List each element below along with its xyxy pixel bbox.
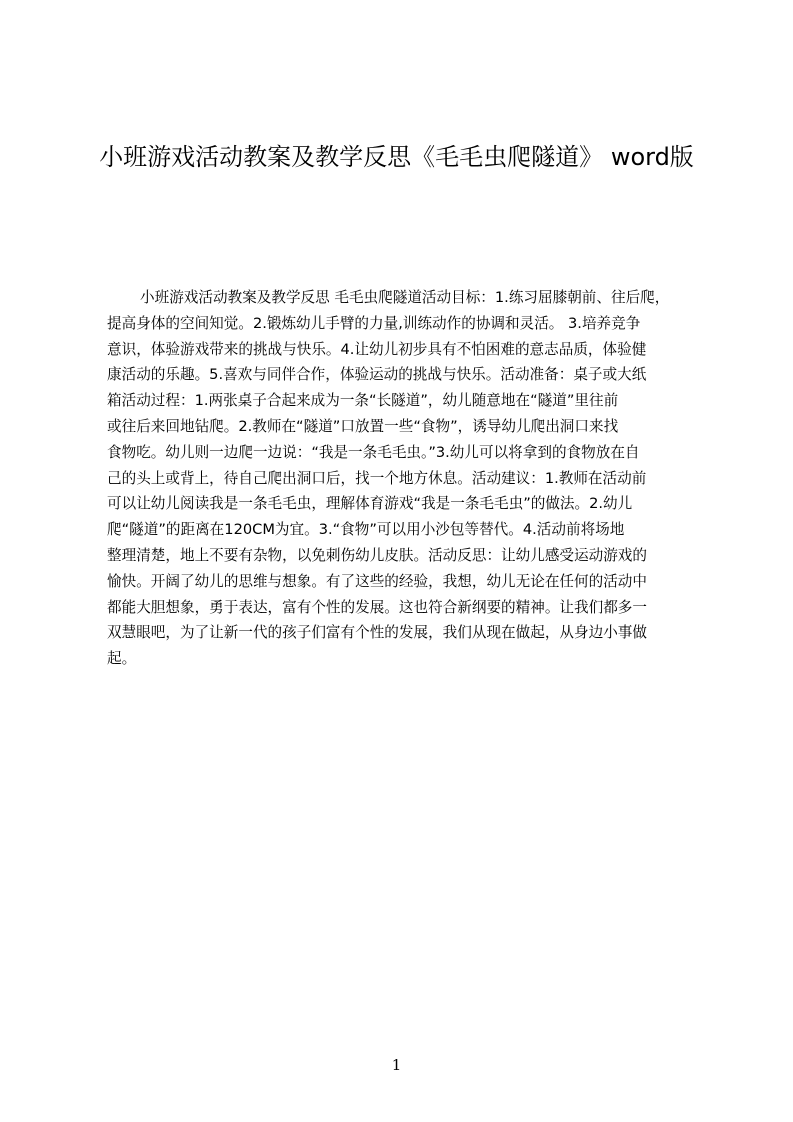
body-line: 或往后来回地钻爬。2.教师在“隧道”口放置一些“食物”，诱导幼儿爬出洞口来找 bbox=[107, 417, 619, 435]
body-line: 爬“隧道”的距离在120CM为宜。3.“食物”可以用小沙包等替代。4.活动前将场地 bbox=[107, 521, 625, 539]
page-number: 1 bbox=[391, 1056, 402, 1074]
body-line: 愉快。开阔了幼儿的思维与想象。有了这些的经验，我想，幼儿无论在任何的活动中 bbox=[107, 572, 647, 590]
body-line: 意识，体验游戏带来的挑战与快乐。4.让幼儿初步具有不怕困难的意志品质，体验健 bbox=[107, 340, 647, 358]
document-title: 小班游戏活动教案及教学反思《毛毛虫爬隧道》 word版 bbox=[99, 143, 694, 171]
document-body bbox=[107, 285, 717, 672]
body-line: 箱活动过程：1.两张桌子合起来成为一条“长隧道”，幼儿随意地在“隧道”里往前 bbox=[107, 392, 619, 410]
body-line: 康活动的乐趣。5.喜欢与同伴合作，体验运动的挑战与快乐。活动准备：桌子或大纸 bbox=[107, 366, 647, 384]
body-line: 小班游戏活动教案及教学反思 毛毛虫爬隧道活动目标：1.练习屈膝朝前、往后爬， bbox=[140, 289, 670, 306]
body-line: 整理清楚，地上不要有杂物，以免刺伤幼儿皮肤。活动反思：让幼儿感受运动游戏的 bbox=[107, 546, 647, 564]
body-line: 都能大胆想象，勇于表达，富有个性的发展。这也符合新纲要的精神。让我们都多一 bbox=[107, 598, 647, 616]
body-line: 提高身体的空间知觉。2.锻炼幼儿手臂的力量,训练动作的协调和灵活。 3.培养竞争 bbox=[107, 314, 641, 332]
body-line: 起。 bbox=[107, 650, 137, 668]
body-line: 食物吃。幼儿则一边爬一边说：“我是一条毛毛虫。”3.幼儿可以将拿到的食物放在自 bbox=[107, 443, 640, 461]
body-line: 双慧眼吧，为了让新一代的孩子们富有个性的发展，我们从现在做起，从身边小事做 bbox=[107, 624, 647, 642]
body-line: 己的头上或背上，待自己爬出洞口后，找一个地方休息。活动建议：1.教师在活动前 bbox=[107, 469, 647, 487]
body-line: 可以让幼儿阅读我是一条毛毛虫，理解体育游戏“我是一条毛毛虫”的做法。2.幼儿 bbox=[107, 495, 633, 513]
